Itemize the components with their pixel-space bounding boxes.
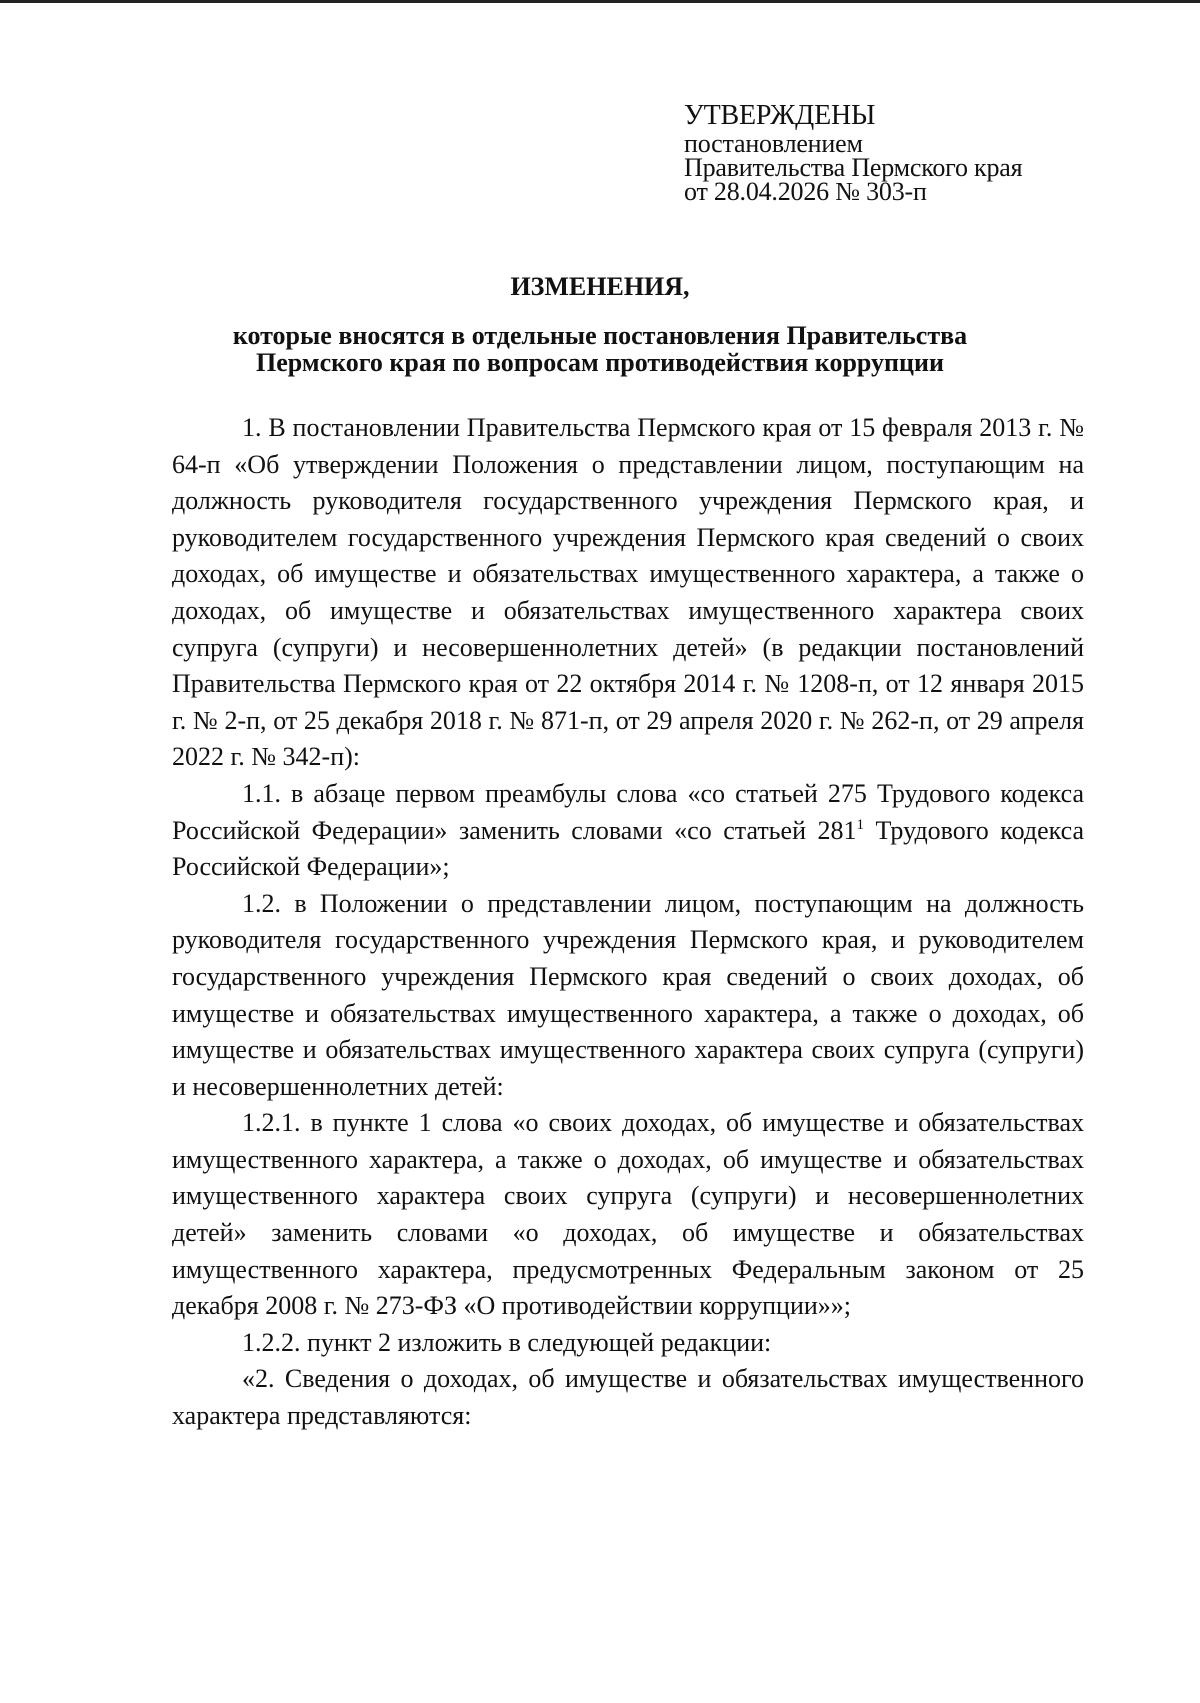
document-subtitle-line-2: Пермского края по вопросам противодействия коррупции <box>256 348 944 377</box>
document-body <box>172 410 1084 1435</box>
paragraph-1-1 <box>172 776 1084 886</box>
paragraph-quoted-2: «2. Сведения о доходах, об имуществе и обязательствах имущественного характера представляются: <box>172 1364 1084 1431</box>
page-top-edge <box>0 0 1200 3</box>
paragraph-1-2: 1.2. в Положении о представлении лицом, поступающим на должность руководителя государственного учреждения Пермского края, и руководителем государственного учреждения Пермского края сведений о своих доходах, об имуществе и обязательствах имущественного характера, а также о доходах, об имуществе и обязательствах имущественного характера своих супруга (супруги) и несовершеннолетних детей: <box>172 888 1084 1101</box>
paragraph-1-1-text-before: 1.1. в абзаце первом преамбулы слова «со статьей 275 Трудового кодекса Российской Федерации» заменить словами «со статьей 281 <box>172 778 1084 845</box>
approval-line-3: Правительства Пермского края <box>684 153 1023 182</box>
article-superscript: 1 <box>856 816 865 833</box>
approval-title: УТВЕРЖДЕНЫ <box>684 100 876 131</box>
approval-line-4: от 28.04.2026 № 303-п <box>684 177 927 206</box>
document-title: ИЗМЕНЕНИЯ, <box>510 272 690 301</box>
approval-line-2: постановлением <box>684 129 863 158</box>
paragraph-1-2-1: 1.2.1. в пункте 1 слова «о своих доходах, об имуществе и обязательствах имущественного характера, а также о доходах, об имуществе и обязательствах имущественного характера своих супруга (супруги) и несовершеннолетних детей» заменить словами «о доходах, об имуществе и обязательствах имущественного характера, предусмотренных Федеральным законом от 25 декабря 2008 г. № 273-ФЗ «О противодействии коррупции»»; <box>172 1108 1084 1321</box>
paragraph-1-2-2: 1.2.2. пункт 2 изложить в следующей редакции: <box>242 1327 772 1357</box>
paragraph-1: 1. В постановлении Правительства Пермского края от 15 февраля 2013 г. № 64-п «Об утверждении Положения о представлении лицом, поступающим на должность руководителя государственного учреждения Пермского края, и руководителем государственного учреждения Пермского края сведений о своих доходах, об имуществе и обязательствах имущественного характера, а также о доходах, об имуществе и обязательствах имущественного характера своих супруга (супруги) и несовершеннолетних детей» (в редакции постановлений Правительства Пермского края от 22 октября 2014 г. № 1208-п, от 12 января 2015 г. № 2-п, от 25 декабря 2018 г. № 871-п, от 29 апреля 2020 г. № 262-п, от 29 апреля 2022 г. № 342-п): <box>172 413 1084 772</box>
approval-stamp-block <box>684 100 1104 204</box>
paragraph-1-1-text-after: Трудового кодекса Российской Федерации»; <box>172 815 1085 882</box>
document-heading <box>150 268 1050 376</box>
document-subtitle-line-1: которые вносятся в отдельные постановления Правительства <box>232 321 968 350</box>
